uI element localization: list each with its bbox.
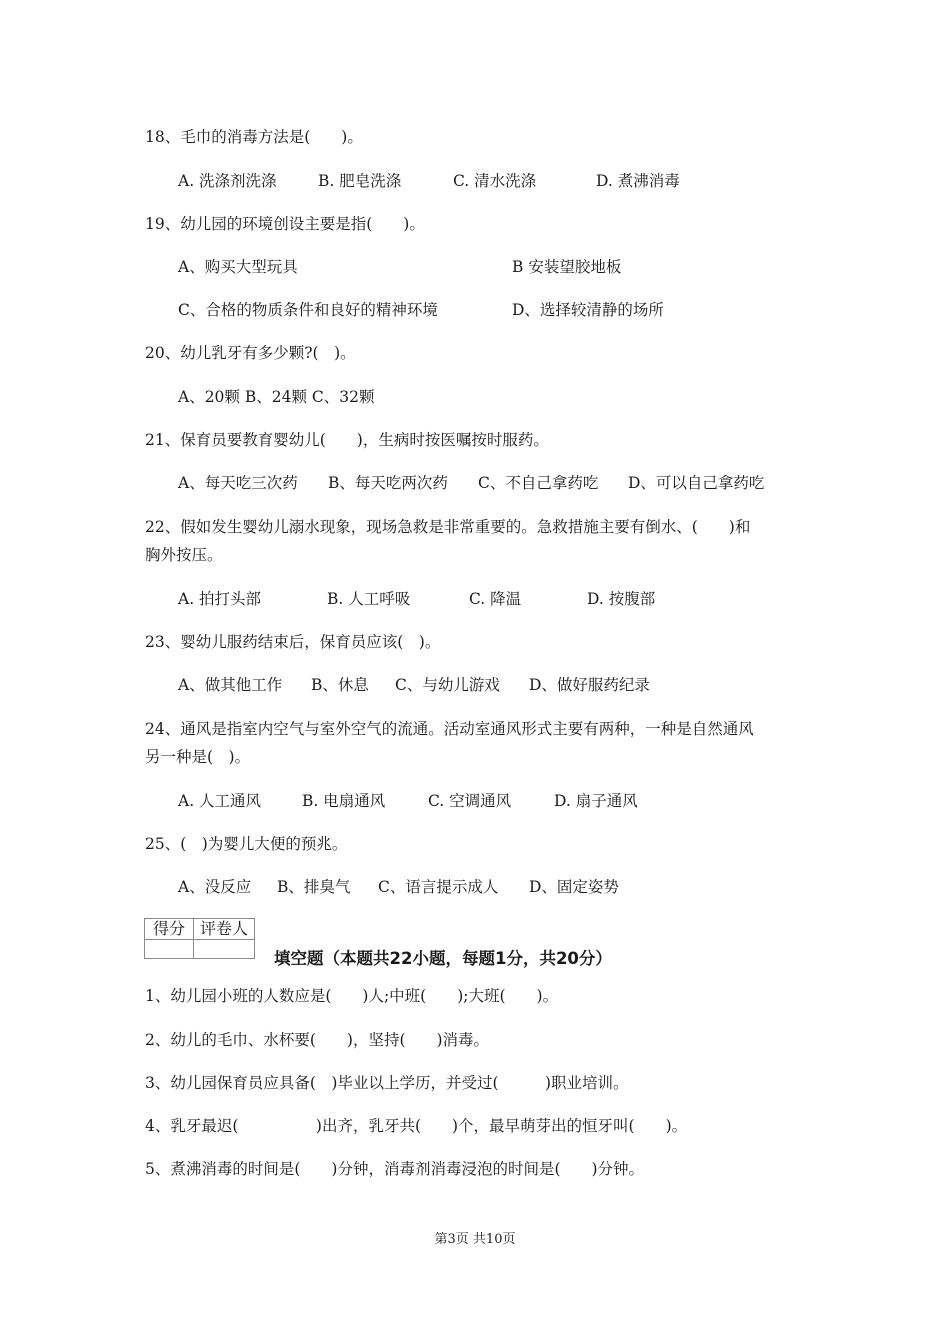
question-24-option-a: A. 人工通风 xyxy=(178,792,262,810)
question-24-option-b: B. 电扇通风 xyxy=(302,792,386,810)
fill-question-1: 1、幼儿园小班的人数应是( )人;中班( );大班( )。 xyxy=(145,987,559,1005)
question-18-option-a: A. 洗涤剂洗涤 xyxy=(178,172,277,190)
question-22-option-a: A. 拍打头部 xyxy=(178,590,262,608)
fill-question-5: 5、煮沸消毒的时间是( )分钟，消毒剂消毒浸泡的时间是( )分钟。 xyxy=(145,1160,645,1178)
fill-question-3: 3、幼儿园保育员应具备( )毕业以上学历，并受过( )职业培训。 xyxy=(145,1074,629,1092)
question-18-option-c: C. 清水洗涤 xyxy=(453,172,537,190)
question-18-stem: 18、毛巾的消毒方法是( )。 xyxy=(145,128,363,146)
question-18-option-d: D. 煮沸消毒 xyxy=(596,172,680,190)
question-23-option-d: D、做好服药纪录 xyxy=(529,676,650,694)
question-22-stem-line2: 胸外按压。 xyxy=(145,546,223,564)
page-footer: 第3页 共10页 xyxy=(434,1232,516,1247)
question-23-option-a: A、做其他工作 xyxy=(178,676,283,694)
question-25-option-c: C、语言提示成人 xyxy=(378,878,499,896)
question-22-option-d: D. 按腹部 xyxy=(587,590,656,608)
question-25-option-b: B、排臭气 xyxy=(277,878,351,896)
grader-label: 评卷人 xyxy=(194,919,255,940)
grader-cell xyxy=(194,940,255,959)
question-23-option-c: C、与幼儿游戏 xyxy=(395,676,500,694)
question-19-option-b: B 安装望胶地板 xyxy=(512,258,622,276)
question-24-option-d: D. 扇子通风 xyxy=(554,792,638,810)
question-25-option-a: A、没反应 xyxy=(178,878,252,896)
question-22-option-c: C. 降温 xyxy=(469,590,522,608)
question-24-option-c: C. 空调通风 xyxy=(428,792,512,810)
question-22-stem-line1: 22、假如发生婴幼儿溺水现象，现场急救是非常重要的。急救措施主要有倒水、( )和 xyxy=(145,518,751,536)
question-24-stem-line1: 24、通风是指室内空气与室外空气的流通。活动室通风形式主要有两种，一种是自然通风 xyxy=(145,720,754,738)
question-21-option-b: B、每天吃两次药 xyxy=(328,474,448,492)
question-21-option-d: D、可以自己拿药吃 xyxy=(628,474,765,492)
question-19-option-d: D、选择较清静的场所 xyxy=(512,301,664,319)
question-22-option-b: B. 人工呼吸 xyxy=(327,590,411,608)
fill-question-4: 4、乳牙最迟( )出齐，乳牙共( )个，最早萌芽出的恒牙叫( )。 xyxy=(145,1117,688,1135)
section-title: 填空题（本题共22小题，每题1分，共20分） xyxy=(274,949,612,968)
question-21-option-a: A、每天吃三次药 xyxy=(178,474,298,492)
question-19-stem: 19、幼儿园的环境创设主要是指( )。 xyxy=(145,215,425,233)
question-25-stem: 25、( )为婴儿大便的预兆。 xyxy=(145,835,348,853)
question-25-option-d: D、固定姿势 xyxy=(529,878,619,896)
question-21-stem: 21、保育员要教育婴幼儿( )，生病时按医嘱按时服药。 xyxy=(145,431,549,449)
fill-question-2: 2、幼儿的毛巾、水杯要( )，坚持( )消毒。 xyxy=(145,1031,490,1049)
question-19-option-a: A、购买大型玩具 xyxy=(178,258,298,276)
question-23-option-b: B、休息 xyxy=(311,676,369,694)
question-23-stem: 23、婴幼儿服药结束后，保育员应该( )。 xyxy=(145,633,441,651)
question-20-stem: 20、幼儿乳牙有多少颗?( )。 xyxy=(145,344,356,362)
question-21-option-c: C、不自己拿药吃 xyxy=(478,474,599,492)
score-table xyxy=(144,918,255,959)
question-19-option-c: C、合格的物质条件和良好的精神环境 xyxy=(178,301,438,319)
question-18-option-b: B. 肥皂洗涤 xyxy=(318,172,402,190)
question-24-stem-line2: 另一种是( )。 xyxy=(145,748,251,766)
score-cell xyxy=(145,940,194,959)
question-20-options: A、20颗 B、24颗 C、32颗 xyxy=(178,388,375,406)
score-label: 得分 xyxy=(145,919,194,940)
